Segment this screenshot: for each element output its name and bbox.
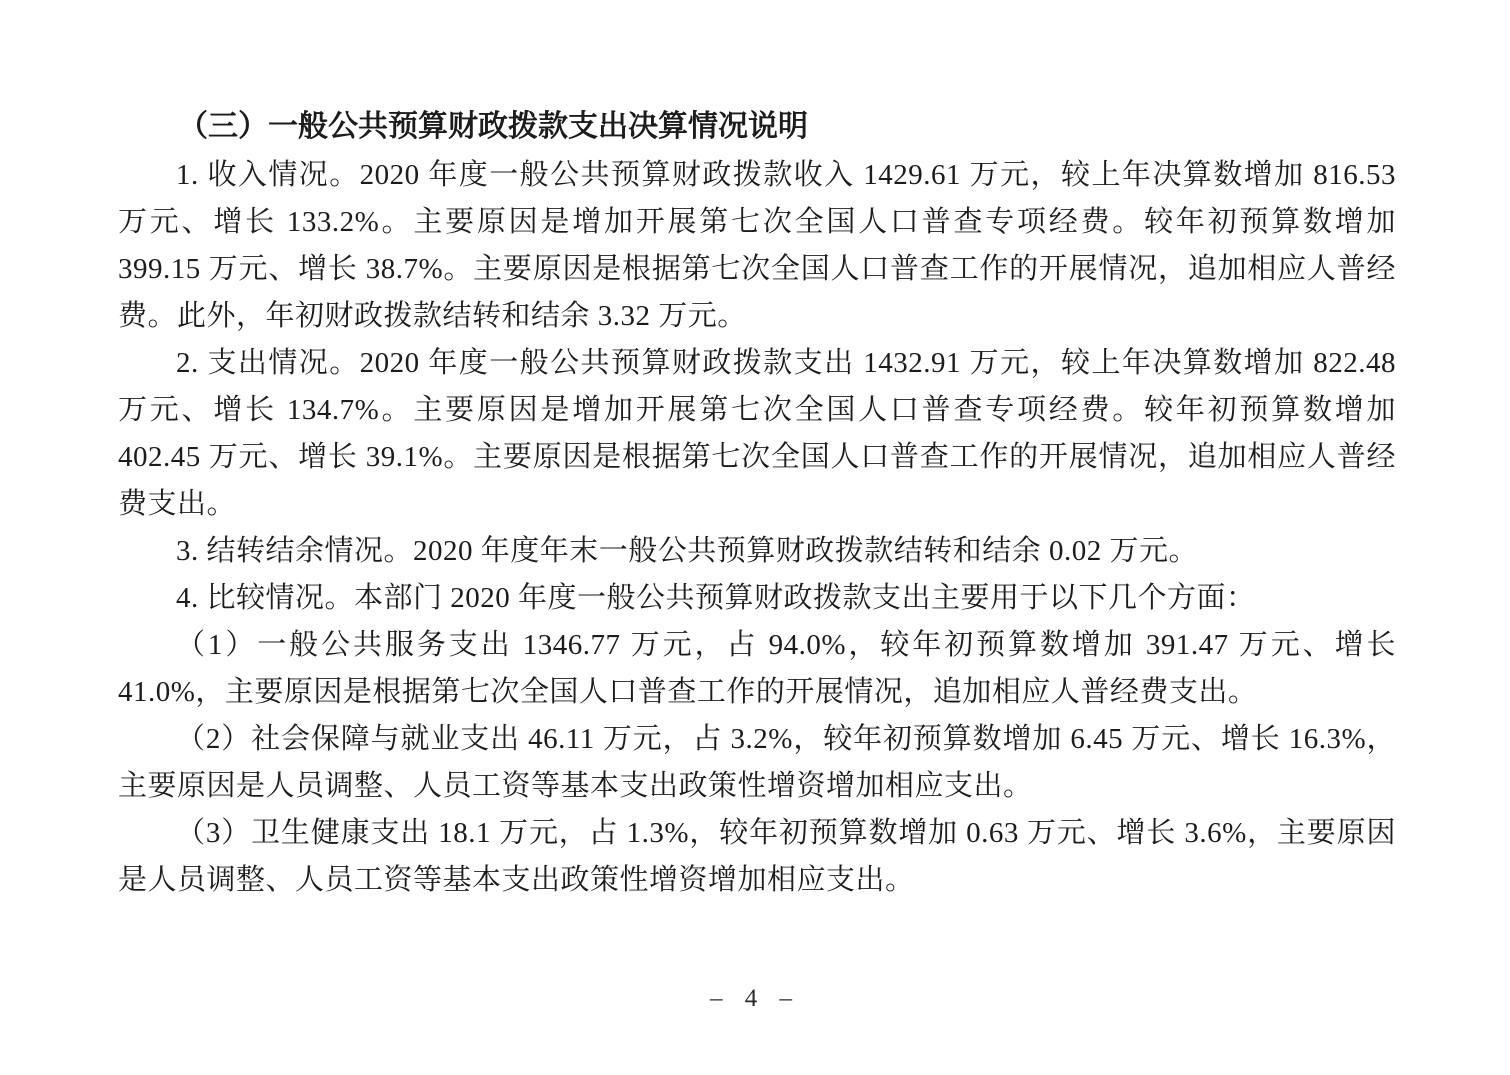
document-body xyxy=(118,102,1396,904)
paragraph-carryover: 3. 结转结余情况。2020 年度年末一般公共预算财政拨款结转和结余 0.02 万元。 xyxy=(176,535,1199,567)
paragraph-comparison-intro: 4. 比较情况。本部门 2020 年度一般公共预算财政拨款支出主要用于以下几个方面： xyxy=(176,582,1256,614)
paragraph-item-3-health: （3）卫生健康支出 18.1 万元，占 1.3%，较年初预算数增加 0.63 万元、增长 3.6%，主要原因是人员调整、人员工资等基本支出政策性增资增加相应支出。 xyxy=(118,817,1396,896)
paragraph-expenditure: 2. 支出情况。2020 年度一般公共预算财政拨款支出 1432.91 万元，较上年决算数增加 822.48 万元、增长 134.7%。主要原因是增加开展第七次全国人口普查专项经费。较年初预算数增加 402.45 万元、增长 39.1%。主要原因是根据第七次全国人口普查工作的开展情况，追加相应人普经费支出。 xyxy=(118,347,1396,520)
paragraph-item-2-social-security-employment: （2）社会保障与就业支出 46.11 万元，占 3.2%，较年初预算数增加 6.45 万元、增长 16.3%，主要原因是人员调整、人员工资等基本支出政策性增资增加相应支出。 xyxy=(118,723,1396,802)
paragraph-income: 1. 收入情况。2020 年度一般公共预算财政拨款收入 1429.61 万元，较上年决算数增加 816.53 万元、增长 133.2%。主要原因是增加开展第七次全国人口普查专项经费。较年初预算数增加 399.15 万元、增长 38.7%。主要原因是根据第七次全国人口普查工作的开展情况，追加相应人普经费。此外，年初财政拨款结转和结余 3.32 万元。 xyxy=(118,159,1396,332)
page-number: – 4 – xyxy=(710,985,800,1012)
paragraph-item-1-general-public-services: （1）一般公共服务支出 1346.77 万元，占 94.0%，较年初预算数增加 391.47 万元、增长 41.0%，主要原因是根据第七次全国人口普查工作的开展情况，追加相应人普经费支出。 xyxy=(118,629,1396,708)
section-heading: （三）一般公共预算财政拨款支出决算情况说明 xyxy=(178,110,808,143)
